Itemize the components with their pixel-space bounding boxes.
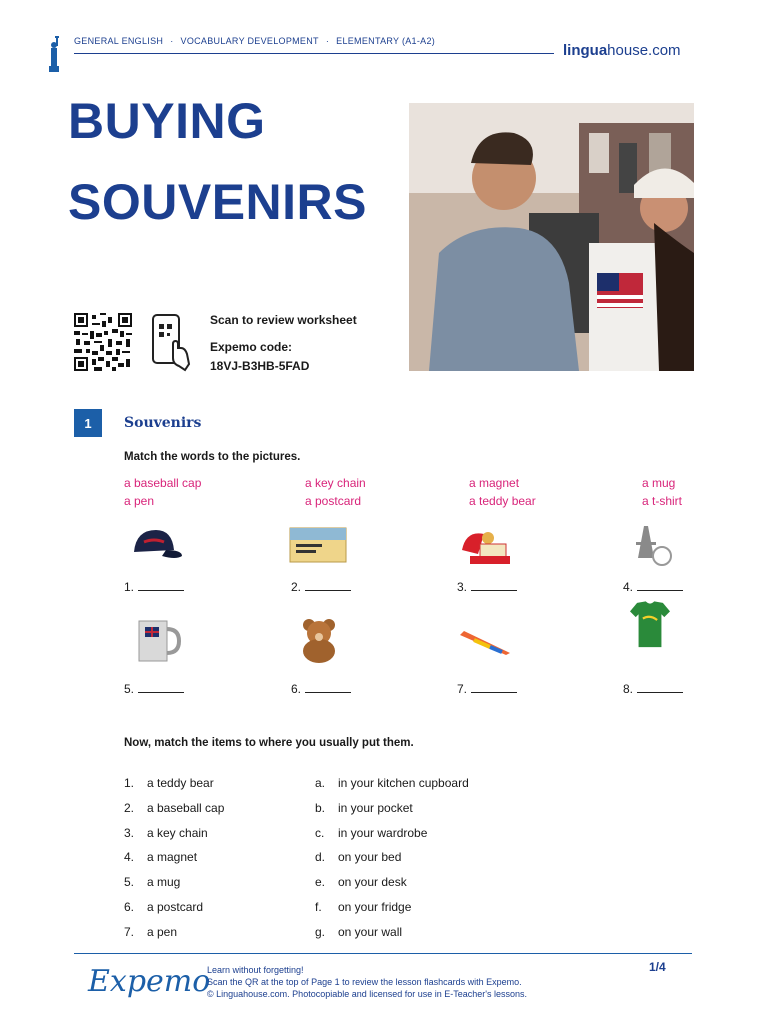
footer-tagline: Learn without forgetting! [207, 965, 304, 975]
answer-slot[interactable] [124, 580, 184, 594]
place-label: on your wall [338, 925, 403, 939]
picture-number: 6. [291, 682, 302, 696]
answer-blank[interactable] [637, 581, 683, 591]
breadcrumb-vocabulary: VOCABULARY DEVELOPMENT [180, 36, 319, 46]
logo-text-house: house.com [607, 42, 681, 59]
expemo-code-value: 18VJ-B3HB-5FAD [210, 359, 310, 373]
footer-instruction: Scan the QR at the top of Page 1 to review the lesson flashcards with Expemo. [207, 977, 522, 987]
header-divider [74, 53, 554, 54]
page-title-line1: BUYING [68, 93, 266, 149]
item-label: a teddy bear [147, 776, 214, 790]
postcard-picture [288, 520, 348, 570]
footer-divider [74, 953, 692, 954]
word-bank-item: a pen [124, 494, 155, 508]
answer-slot[interactable] [124, 682, 184, 696]
place-label: on your bed [338, 850, 402, 864]
baseball-cap-picture [126, 520, 186, 570]
place-label: on your desk [338, 875, 407, 889]
item-label: a key chain [147, 826, 208, 840]
answer-blank[interactable] [305, 581, 351, 591]
hero-photo [409, 103, 694, 371]
t-shirt-picture [620, 600, 680, 650]
statue-of-liberty-icon [46, 36, 62, 72]
place-label: in your kitchen cupboard [338, 776, 469, 790]
word-bank-item: a key chain [305, 476, 366, 490]
word-bank-item: a teddy bear [469, 494, 536, 508]
item-number: 6. [124, 900, 135, 914]
item-label: a magnet [147, 850, 198, 864]
qr-code-icon[interactable] [73, 313, 133, 371]
place-label: in your pocket [338, 801, 413, 815]
item-number: 1. [124, 776, 135, 790]
answer-slot[interactable] [623, 682, 683, 696]
item-number: 2. [124, 801, 135, 815]
item-label: a baseball cap [147, 801, 225, 815]
breadcrumb-level: ELEMENTARY (A1-A2) [336, 36, 436, 46]
word-bank-item: a postcard [305, 494, 362, 508]
pen-picture [456, 615, 516, 665]
scan-instruction: Scan to review worksheet [210, 313, 357, 327]
picture-number: 7. [457, 682, 468, 696]
word-bank-item: a mug [642, 476, 676, 490]
item-number: 4. [124, 850, 135, 864]
word-bank-item: a t-shirt [642, 494, 683, 508]
place-letter: e. [315, 875, 326, 889]
footer-copyright: © Linguahouse.com. Photocopiable and licensed for use in E-Teacher's lessons. [207, 989, 528, 999]
magnet-picture [456, 520, 516, 570]
place-letter: a. [315, 776, 326, 790]
answer-blank[interactable] [471, 581, 517, 591]
item-label: a pen [147, 925, 178, 939]
key-chain-picture [622, 520, 682, 570]
picture-number: 3. [457, 580, 468, 594]
section-number: 1 [74, 409, 102, 437]
picture-number: 8. [623, 682, 634, 696]
answer-slot[interactable] [457, 580, 517, 594]
phone-scan-icon [151, 314, 191, 372]
place-letter: c. [315, 826, 325, 840]
instruction-match-places: Now, match the items to where you usually put them. [124, 737, 414, 749]
place-label: in your wardrobe [338, 826, 428, 840]
answer-blank[interactable] [471, 683, 517, 693]
breadcrumb-general-english: GENERAL ENGLISH [74, 36, 164, 46]
picture-number: 2. [291, 580, 302, 594]
place-letter: g. [315, 925, 326, 939]
instruction-match-pictures: Match the words to the pictures. [124, 451, 301, 463]
answer-slot[interactable] [457, 682, 517, 696]
answer-blank[interactable] [138, 683, 184, 693]
picture-number: 4. [623, 580, 634, 594]
item-label: a mug [147, 875, 181, 889]
answer-blank[interactable] [305, 683, 351, 693]
item-number: 7. [124, 925, 135, 939]
place-letter: b. [315, 801, 326, 815]
linguahouse-logo[interactable] [563, 42, 681, 59]
answer-slot[interactable] [291, 580, 351, 594]
item-number: 3. [124, 826, 135, 840]
picture-number: 5. [124, 682, 135, 696]
answer-blank[interactable] [637, 683, 683, 693]
breadcrumb [74, 36, 435, 46]
teddy-bear-picture [289, 615, 349, 665]
answer-slot[interactable] [291, 682, 351, 696]
page-title-line2: SOUVENIRS [68, 174, 368, 230]
word-bank-item: a magnet [469, 476, 520, 490]
picture-number: 1. [124, 580, 135, 594]
mug-picture [127, 615, 187, 665]
expemo-logo[interactable]: Expemo [88, 964, 211, 999]
logo-text-lingua: lingua [563, 42, 608, 59]
item-number: 5. [124, 875, 135, 889]
breadcrumb-separator: · [170, 36, 174, 46]
expemo-code-label: Expemo code: [210, 340, 293, 354]
page-number: 1/4 [649, 960, 666, 974]
breadcrumb-separator: · [325, 36, 330, 46]
answer-blank[interactable] [138, 581, 184, 591]
section-title: Souvenirs [124, 415, 202, 431]
place-letter: d. [315, 850, 326, 864]
answer-slot[interactable] [623, 580, 683, 594]
place-label: on your fridge [338, 900, 412, 914]
word-bank-item: a baseball cap [124, 476, 202, 490]
item-label: a postcard [147, 900, 204, 914]
place-letter: f. [315, 900, 322, 914]
